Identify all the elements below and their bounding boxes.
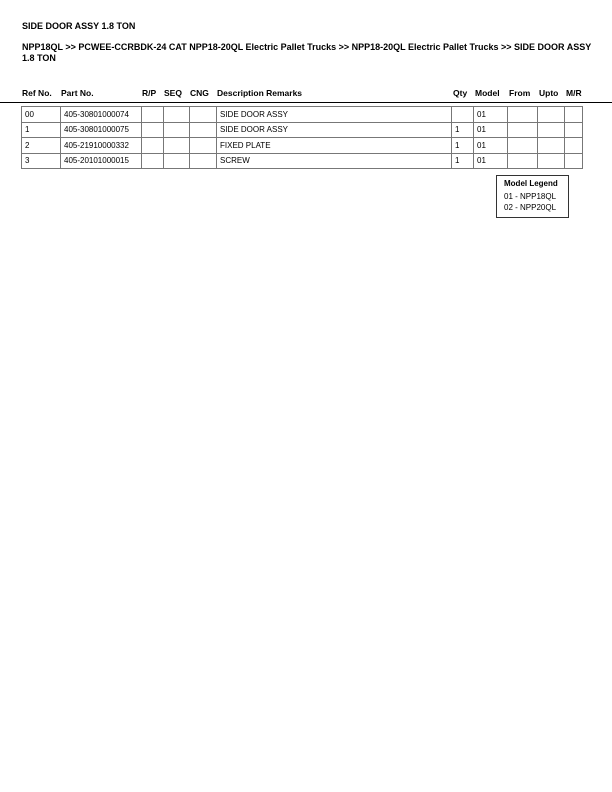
qty-cell: 1 bbox=[452, 122, 474, 138]
part-no-cell: 405-21910000332 bbox=[61, 138, 142, 154]
seq-cell bbox=[164, 138, 190, 154]
description-cell: SIDE DOOR ASSY bbox=[217, 107, 452, 123]
breadcrumb: NPP18QL >> PCWEE-CCRBDK-24 CAT NPP18-20QL Electric Pallet Trucks >> NPP18-20QL Electric Pallet Trucks >> SIDE DOOR ASSY 1.8 TON bbox=[22, 42, 592, 63]
mr-cell bbox=[565, 138, 583, 154]
from-cell bbox=[508, 107, 538, 123]
cng-cell bbox=[190, 138, 217, 154]
seq-cell bbox=[164, 107, 190, 123]
from-cell bbox=[508, 122, 538, 138]
qty-cell: 1 bbox=[452, 138, 474, 154]
model-cell: 01 bbox=[474, 153, 508, 169]
column-header-mr: M/R bbox=[566, 88, 582, 98]
rp-cell bbox=[142, 153, 164, 169]
ref-no-cell: 1 bbox=[22, 122, 61, 138]
mr-cell bbox=[565, 122, 583, 138]
model-cell: 01 bbox=[474, 138, 508, 154]
page-title: SIDE DOOR ASSY 1.8 TON bbox=[22, 21, 136, 31]
column-header-model: Model bbox=[475, 88, 500, 98]
cng-cell bbox=[190, 153, 217, 169]
mr-cell bbox=[565, 153, 583, 169]
table-row bbox=[22, 107, 583, 123]
header-divider bbox=[0, 102, 612, 103]
cng-cell bbox=[190, 122, 217, 138]
column-header-ref-no: Ref No. bbox=[22, 88, 52, 98]
column-header-from: From bbox=[509, 88, 531, 98]
seq-cell bbox=[164, 122, 190, 138]
qty-cell: 1 bbox=[452, 153, 474, 169]
table-row bbox=[22, 153, 583, 169]
part-no-cell: 405-30801000075 bbox=[61, 122, 142, 138]
ref-no-cell: 2 bbox=[22, 138, 61, 154]
column-header-rp: R/P bbox=[142, 88, 157, 98]
legend-item: 02 - NPP20QL bbox=[504, 203, 557, 212]
mr-cell bbox=[565, 107, 583, 123]
model-cell: 01 bbox=[474, 107, 508, 123]
legend-title: Model Legend bbox=[504, 179, 558, 188]
ref-no-cell: 3 bbox=[22, 153, 61, 169]
rp-cell bbox=[142, 107, 164, 123]
column-header-description: Description Remarks bbox=[217, 88, 303, 98]
description-cell: SIDE DOOR ASSY bbox=[217, 122, 452, 138]
part-no-cell: 405-20101000015 bbox=[61, 153, 142, 169]
column-header-upto: Upto bbox=[539, 88, 559, 98]
part-no-cell: 405-30801000074 bbox=[61, 107, 142, 123]
parts-table bbox=[21, 106, 583, 169]
table-header bbox=[0, 87, 612, 100]
upto-cell bbox=[538, 122, 565, 138]
legend-item: 01 - NPP18QL bbox=[504, 192, 557, 201]
upto-cell bbox=[538, 138, 565, 154]
upto-cell bbox=[538, 107, 565, 123]
upto-cell bbox=[538, 153, 565, 169]
rp-cell bbox=[142, 122, 164, 138]
column-header-seq: SEQ bbox=[164, 88, 182, 98]
column-header-cng: CNG bbox=[190, 88, 209, 98]
rp-cell bbox=[142, 138, 164, 154]
description-cell: SCREW bbox=[217, 153, 452, 169]
ref-no-cell: 00 bbox=[22, 107, 61, 123]
from-cell bbox=[508, 153, 538, 169]
cng-cell bbox=[190, 107, 217, 123]
table-row bbox=[22, 122, 583, 138]
from-cell bbox=[508, 138, 538, 154]
qty-cell bbox=[452, 107, 474, 123]
column-header-part-no: Part No. bbox=[61, 88, 94, 98]
model-legend bbox=[496, 175, 569, 218]
description-cell: FIXED PLATE bbox=[217, 138, 452, 154]
table-row bbox=[22, 138, 583, 154]
column-header-qty: Qty bbox=[453, 88, 468, 98]
model-cell: 01 bbox=[474, 122, 508, 138]
seq-cell bbox=[164, 153, 190, 169]
